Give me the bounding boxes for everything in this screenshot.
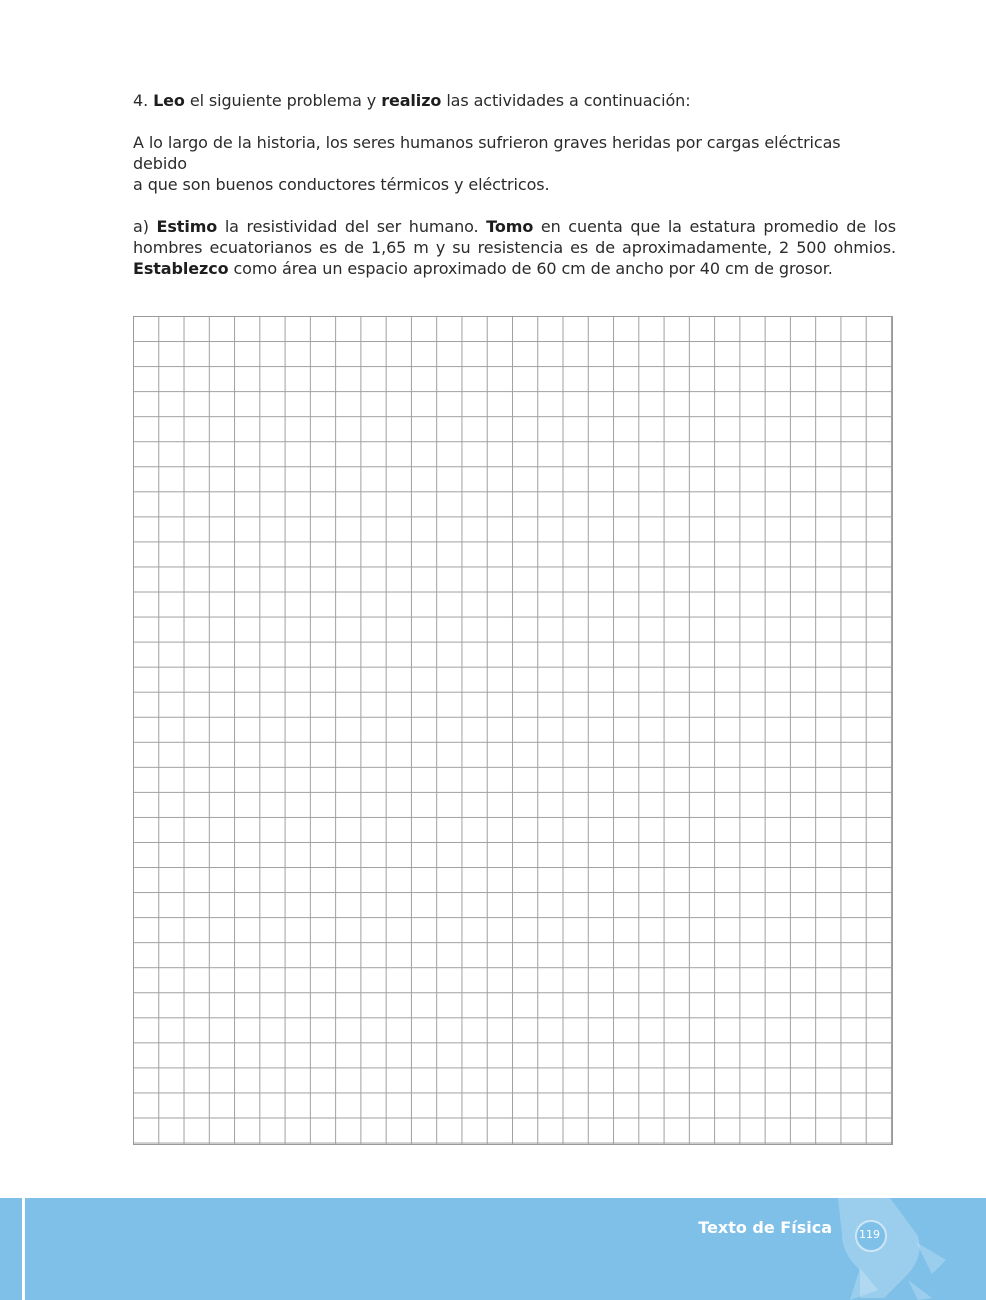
task-text-1: la resistividad del ser humano. [224, 217, 479, 236]
footer-stripe [22, 1198, 25, 1300]
task-text-2: en cuenta que la estatura promedio de los hombres ecuatorianos es de 1,65 m y su resistencia es de aproximadamente, 2 500 ohmios. [133, 217, 896, 257]
task-verb-estimo: Estimo [156, 217, 218, 236]
rocket-icon [820, 1198, 960, 1300]
activity-text-2: las actividades a continuación: [446, 91, 691, 110]
task-a [133, 216, 896, 279]
problem-line-2: a que son buenos conductores térmicos y eléctricos. [133, 175, 550, 194]
task-label: a) [133, 217, 149, 236]
activity-verb-realizo: realizo [381, 91, 442, 110]
page-number: 119 [859, 1228, 880, 1241]
task-text-3: como área un espacio aproximado de 60 cm de ancho por 40 cm de grosor. [233, 259, 833, 278]
task-verb-tomo: Tomo [486, 217, 534, 236]
graph-paper-answer-area[interactable] [133, 316, 893, 1145]
problem-statement [133, 132, 896, 195]
task-verb-establezco: Establezco [133, 259, 229, 278]
problem-line-1: A lo largo de la historia, los seres humanos sufrieron graves heridas por cargas eléctricas debido [133, 133, 841, 173]
activity-content [133, 90, 896, 279]
page-footer [0, 1198, 986, 1300]
footer-book-title: Texto de Física [698, 1218, 832, 1237]
activity-number: 4. [133, 91, 149, 110]
activity-text-1: el siguiente problema y [189, 91, 377, 110]
activity-verb-leo: Leo [153, 91, 185, 110]
activity-instruction [133, 90, 896, 111]
